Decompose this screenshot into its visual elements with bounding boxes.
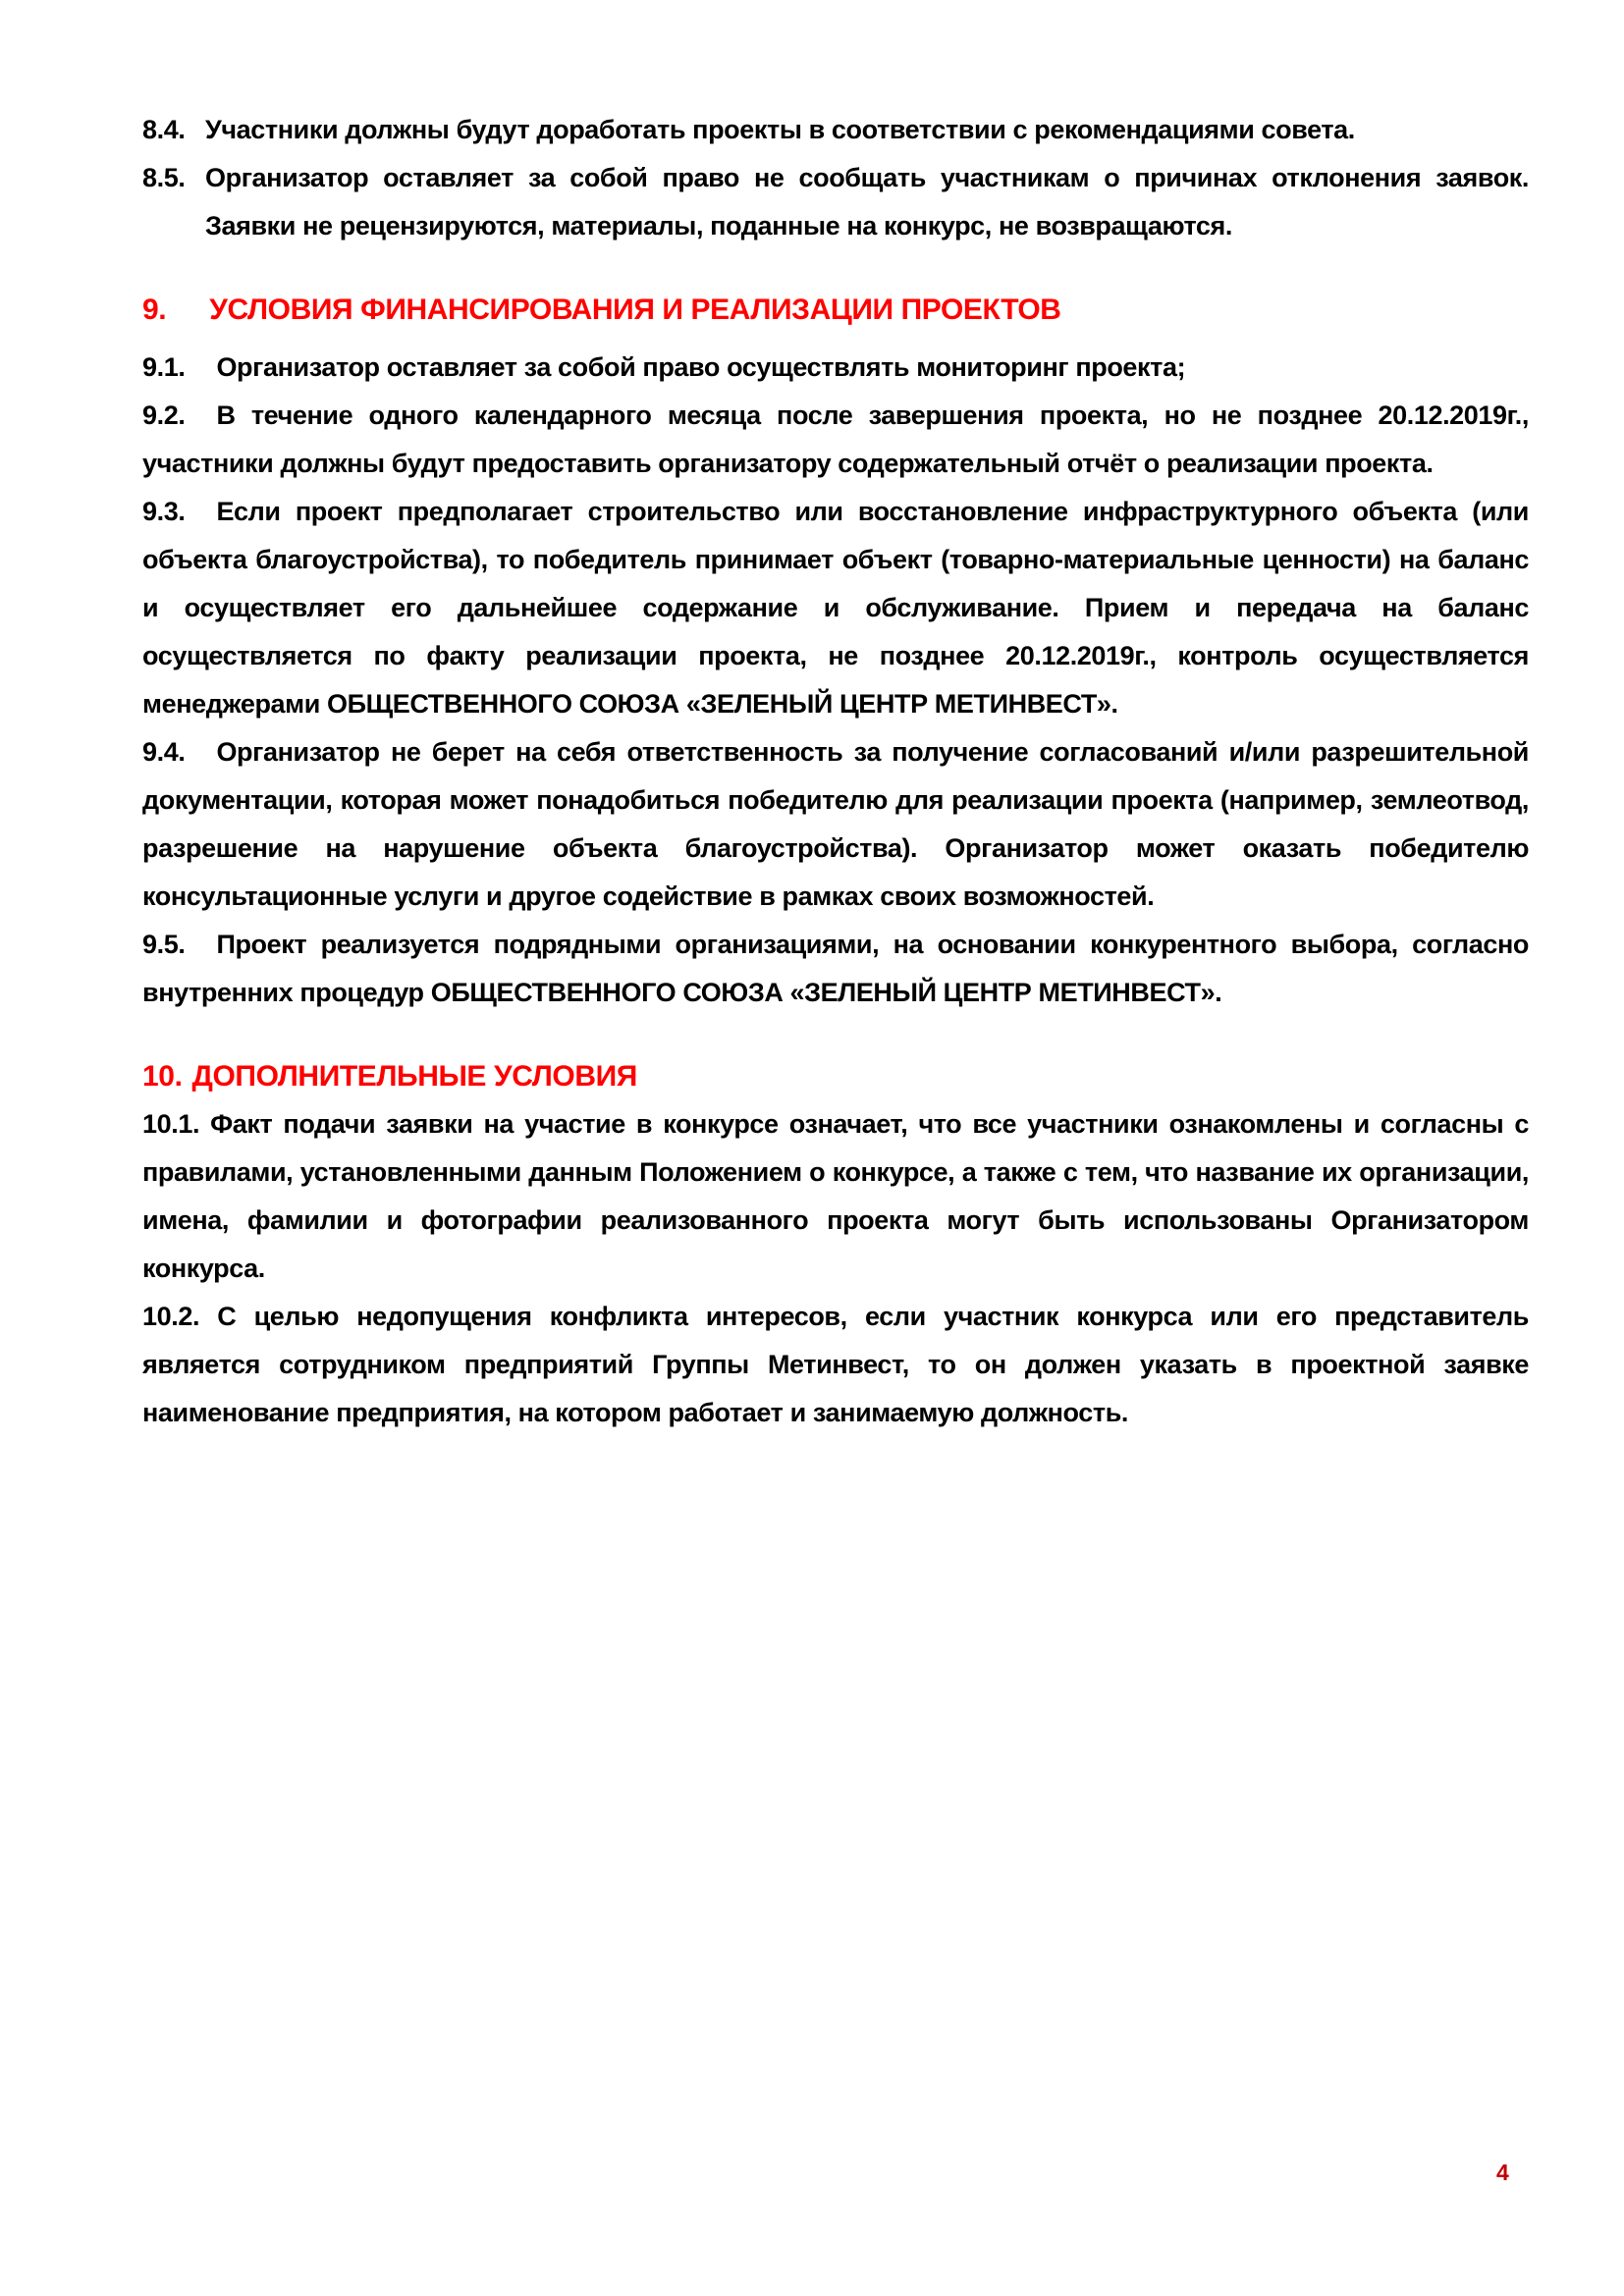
item-text: Организатор оставляет за собой право осуществлять мониторинг проекта; [216,352,1186,382]
item-text: Организатор оставляет за собой право не сообщать участникам о причинах отклонения заявок. Заявки не рецензируются, материалы, поданные на конкурс, не возвращаются. [205,163,1529,240]
item-text: Факт подачи заявки на участие в конкурсе означает, что все участники ознакомлены и согласны с правилами, установленными данным Положением о конкурсе, а также с тем, что название их организации, имена, фамилии и фотографии реализованного проекта могут быть использованы Организатором конкурса. [142,1109,1529,1283]
item-number: 9.4. [142,737,186,767]
item-number: 9.1. [142,352,186,382]
item-number: 8.4. [142,115,186,144]
list-item-10-1 [142,1100,1529,1293]
section-9-heading [142,286,1529,334]
item-text: В течение одного календарного месяца после завершения проекта, но не позднее 20.12.2019г., участники должны будут предоставить организатору содержательный отчёт о реализации проекта. [142,400,1529,478]
section-title: ДОПОЛНИТЕЛЬНЫЕ УСЛОВИЯ [191,1060,637,1093]
section-number: 10. [142,1060,183,1093]
item-number: 9.2. [142,400,186,430]
item-text: Организатор не берет на себя ответственность за получение согласований и/или разрешительной документации, которая может понадобиться победителю для реализации проекта (например, землеотвод, разрешение на нарушение объекта благоустройства). Организатор может оказать победителю консультационные услуги и другое содействие в рамках своих возможностей. [142,737,1529,911]
item-text: Проект реализуется подрядными организациями, на основании конкурентного выбора, согласно внутренних процедур ОБЩЕСТВЕННОГО СОЮЗА «ЗЕЛЕНЫЙ ЦЕНТР МЕТИНВЕСТ». [142,930,1529,1007]
list-item-9-1 [142,344,1529,392]
page-number: 4 [1496,2160,1509,2185]
section-10-heading [142,1052,1529,1100]
item-number: 9.3. [142,497,186,526]
section-number: 9. [142,294,167,326]
item-number: 9.5. [142,930,186,959]
list-item-9-3 [142,488,1529,728]
item-text: С целью недопущения конфликта интересов, если участник конкурса или его представитель является сотрудником предприятий Группы Метинвест, то он должен указать в проектной заявке наименование предприятия, на котором работает и занимаемую должность. [142,1302,1529,1427]
list-item-8-5 [142,154,1529,250]
list-item-10-2 [142,1293,1529,1437]
list-item-9-5 [142,921,1529,1017]
item-text: Если проект предполагает строительство или восстановление инфраструктурного объекта (или объекта благоустройства), то победитель принимает объект (товарно-материальные ценности) на баланс и осуществляет его дальнейшее содержание и обслуживание. Прием и передача на баланс осуществляется по факту реализации проекта, не позднее 20.12.2019г., контроль осуществляется менеджерами ОБЩЕСТВЕННОГО СОЮЗА «ЗЕЛЕНЫЙ ЦЕНТР МЕТИНВЕСТ». [142,497,1529,719]
section-title: УСЛОВИЯ ФИНАНСИРОВАНИЯ И РЕАЛИЗАЦИИ ПРОЕКТОВ [209,294,1061,326]
item-number: 10.1. [142,1109,200,1139]
item-number: 8.5. [142,163,186,192]
page-content [142,106,1529,1437]
item-text: Участники должны будут доработать проекты в соответствии с рекомендациями совета. [205,115,1355,144]
list-item-9-4 [142,728,1529,921]
list-item-8-4 [142,106,1529,154]
item-number: 10.2. [142,1302,200,1331]
list-item-9-2 [142,392,1529,488]
